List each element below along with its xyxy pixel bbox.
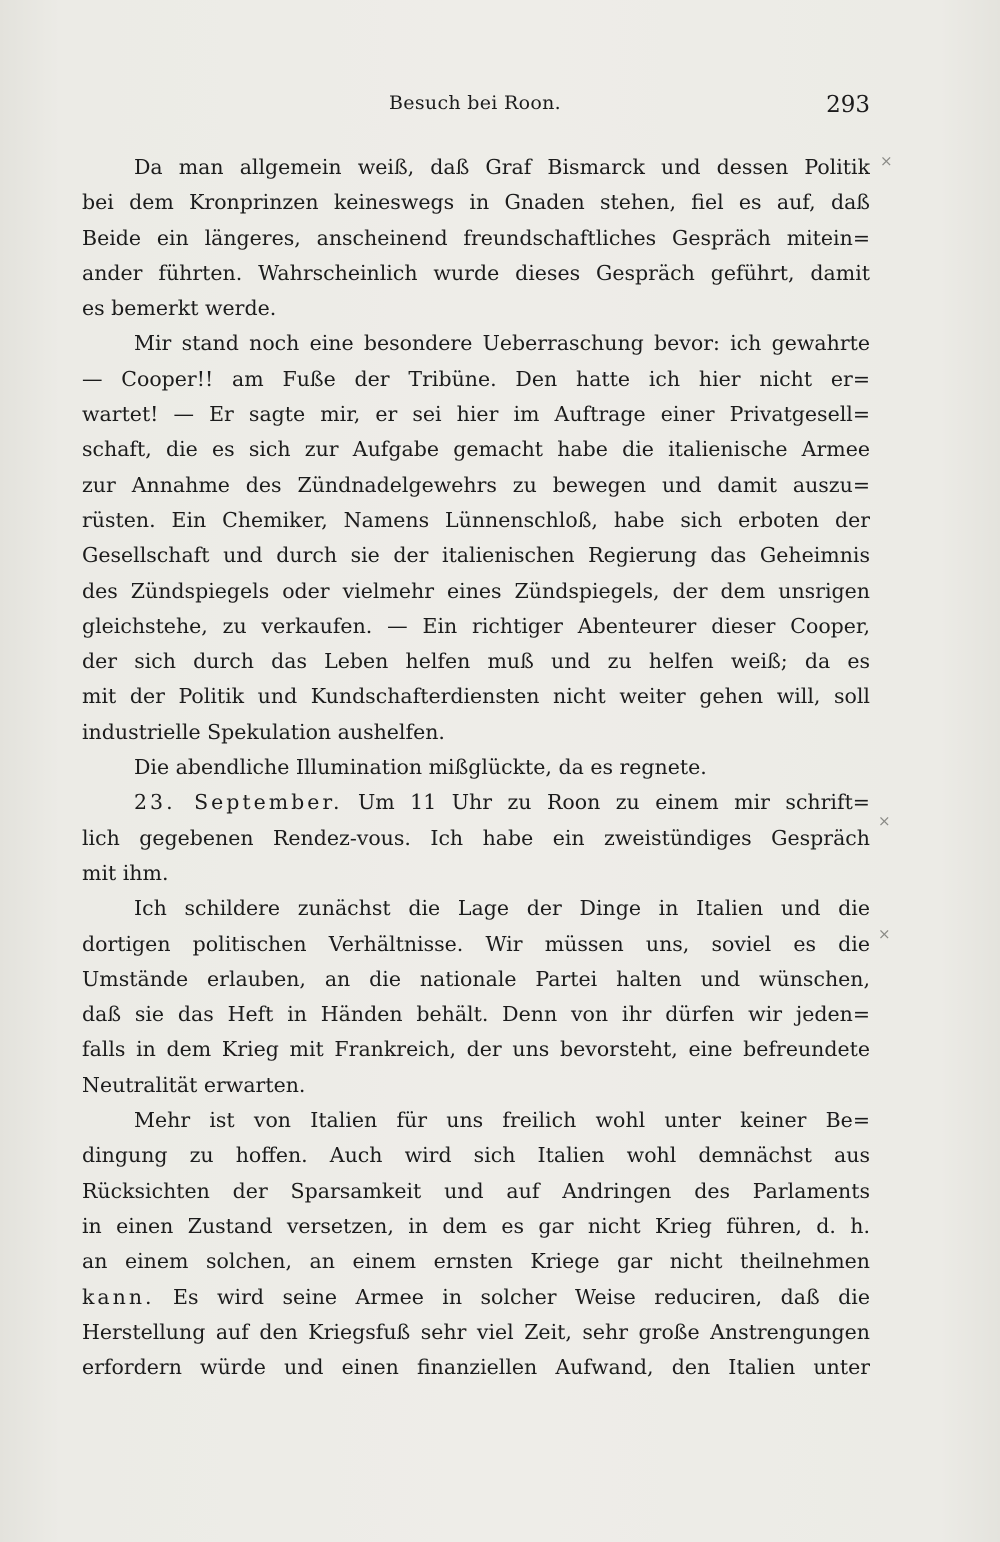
text-segment: Es wird seine Armee in solcher Weise reduciren, daß die: [154, 1284, 870, 1309]
text-line: Mir stand noch eine besondere Ueberraschung bevor: ich gewahrte: [134, 331, 870, 356]
text-line: in einen Zustand versetzen, in dem es gar nicht Krieg führen, d. h.: [82, 1213, 870, 1238]
text-line: Die abendliche Illumination mißglückte, da es regnete.: [134, 755, 707, 780]
text-line: dortigen politischen Verhältnisse. Wir müssen uns, soviel es die: [82, 931, 870, 956]
text-line: schaft, die es sich zur Aufgabe gemacht habe die italienische Armee: [82, 437, 870, 462]
text-line: rüsten. Ein Chemiker, Namens Lünnenschloß, habe sich erboten der: [82, 507, 870, 532]
text-line: Gesellschaft und durch sie der italienischen Regierung das Geheimnis: [82, 543, 870, 568]
text-line: gleichstehe, zu verkaufen. — Ein richtiger Abenteurer dieser Cooper,: [82, 613, 870, 638]
text-line: mit der Politik und Kundschafterdiensten nicht weiter gehen will, soll: [82, 684, 870, 709]
text-line: Neutralität erwarten.: [82, 1072, 306, 1097]
text-line: [82, 1280, 870, 1315]
text-line: bei dem Kronprinzen keineswegs in Gnaden stehen, fiel es auf, daß: [82, 190, 870, 215]
text-line: mit ihm.: [82, 860, 169, 885]
text-line: industrielle Spekulation aushelfen.: [82, 719, 445, 744]
running-head: Besuch bei Roon.: [389, 92, 561, 114]
spaced-text: 23. September.: [134, 790, 343, 815]
text-line: Beide ein längeres, anscheinend freundschaftliches Gespräch mitein=: [82, 225, 870, 250]
text-line: falls in dem Krieg mit Frankreich, der uns bevorsteht, eine befreundete: [82, 1037, 870, 1062]
text-line: Herstellung auf den Kriegsfuß sehr viel Zeit, sehr große Anstrengungen: [82, 1319, 870, 1344]
text-line: Ich schildere zunächst die Lage der Dinge in Italien und die: [134, 896, 870, 921]
text-line: Da man allgemein weiß, daß Graf Bismarck und dessen Politik: [134, 155, 870, 179]
page-number: 293: [826, 92, 870, 118]
text-line: dingung zu hoffen. Auch wird sich Italien wohl demnächst aus: [82, 1143, 870, 1168]
text-line: — Cooper!! am Fuße der Tribüne. Den hatte ich hier nicht er=: [82, 366, 870, 391]
body-text: [82, 150, 870, 1385]
text-line: ander führten. Wahrscheinlich wurde dieses Gespräch geführt, damit: [82, 260, 870, 285]
text-line: [82, 785, 870, 820]
text-segment: Um 11 Uhr zu Roon zu einem mir schrift=: [342, 790, 870, 815]
text-line: lich gegebenen Rendez-vous. Ich habe ein zweistündiges Gespräch: [82, 825, 870, 850]
page-header: [80, 92, 870, 122]
text-line: wartet! — Er sagte mir, er sei hier im Auftrage einer Privatgesell=: [82, 402, 870, 427]
margin-mark: ×: [880, 152, 893, 170]
text-line: Umstände erlauben, an die nationale Partei halten und wünschen,: [82, 966, 870, 991]
spaced-text: kann.: [82, 1284, 155, 1309]
text-line: daß sie das Heft in Händen behält. Denn von ihr dürfen wir jeden=: [82, 1002, 870, 1027]
text-line: zur Annahme des Zündnadelgewehrs zu bewegen und damit auszu=: [82, 472, 870, 497]
text-line: erfordern würde und einen finanziellen Aufwand, den Italien unter: [82, 1355, 870, 1380]
margin-mark: ×: [878, 812, 891, 830]
text-line: der sich durch das Leben helfen muß und zu helfen weiß; da es: [82, 649, 870, 674]
text-line: Mehr ist von Italien für uns freilich wohl unter keiner Be=: [134, 1108, 870, 1133]
text-line: Rücksichten der Sparsamkeit und auf Andringen des Parlaments: [82, 1178, 870, 1203]
margin-mark: ×: [878, 925, 891, 943]
text-line: des Zündspiegels oder vielmehr eines Zündspiegels, der dem unsrigen: [82, 578, 870, 603]
text-line: es bemerkt werde.: [82, 296, 277, 321]
text-line: an einem solchen, an einem ernsten Kriege gar nicht theilnehmen: [82, 1249, 870, 1274]
